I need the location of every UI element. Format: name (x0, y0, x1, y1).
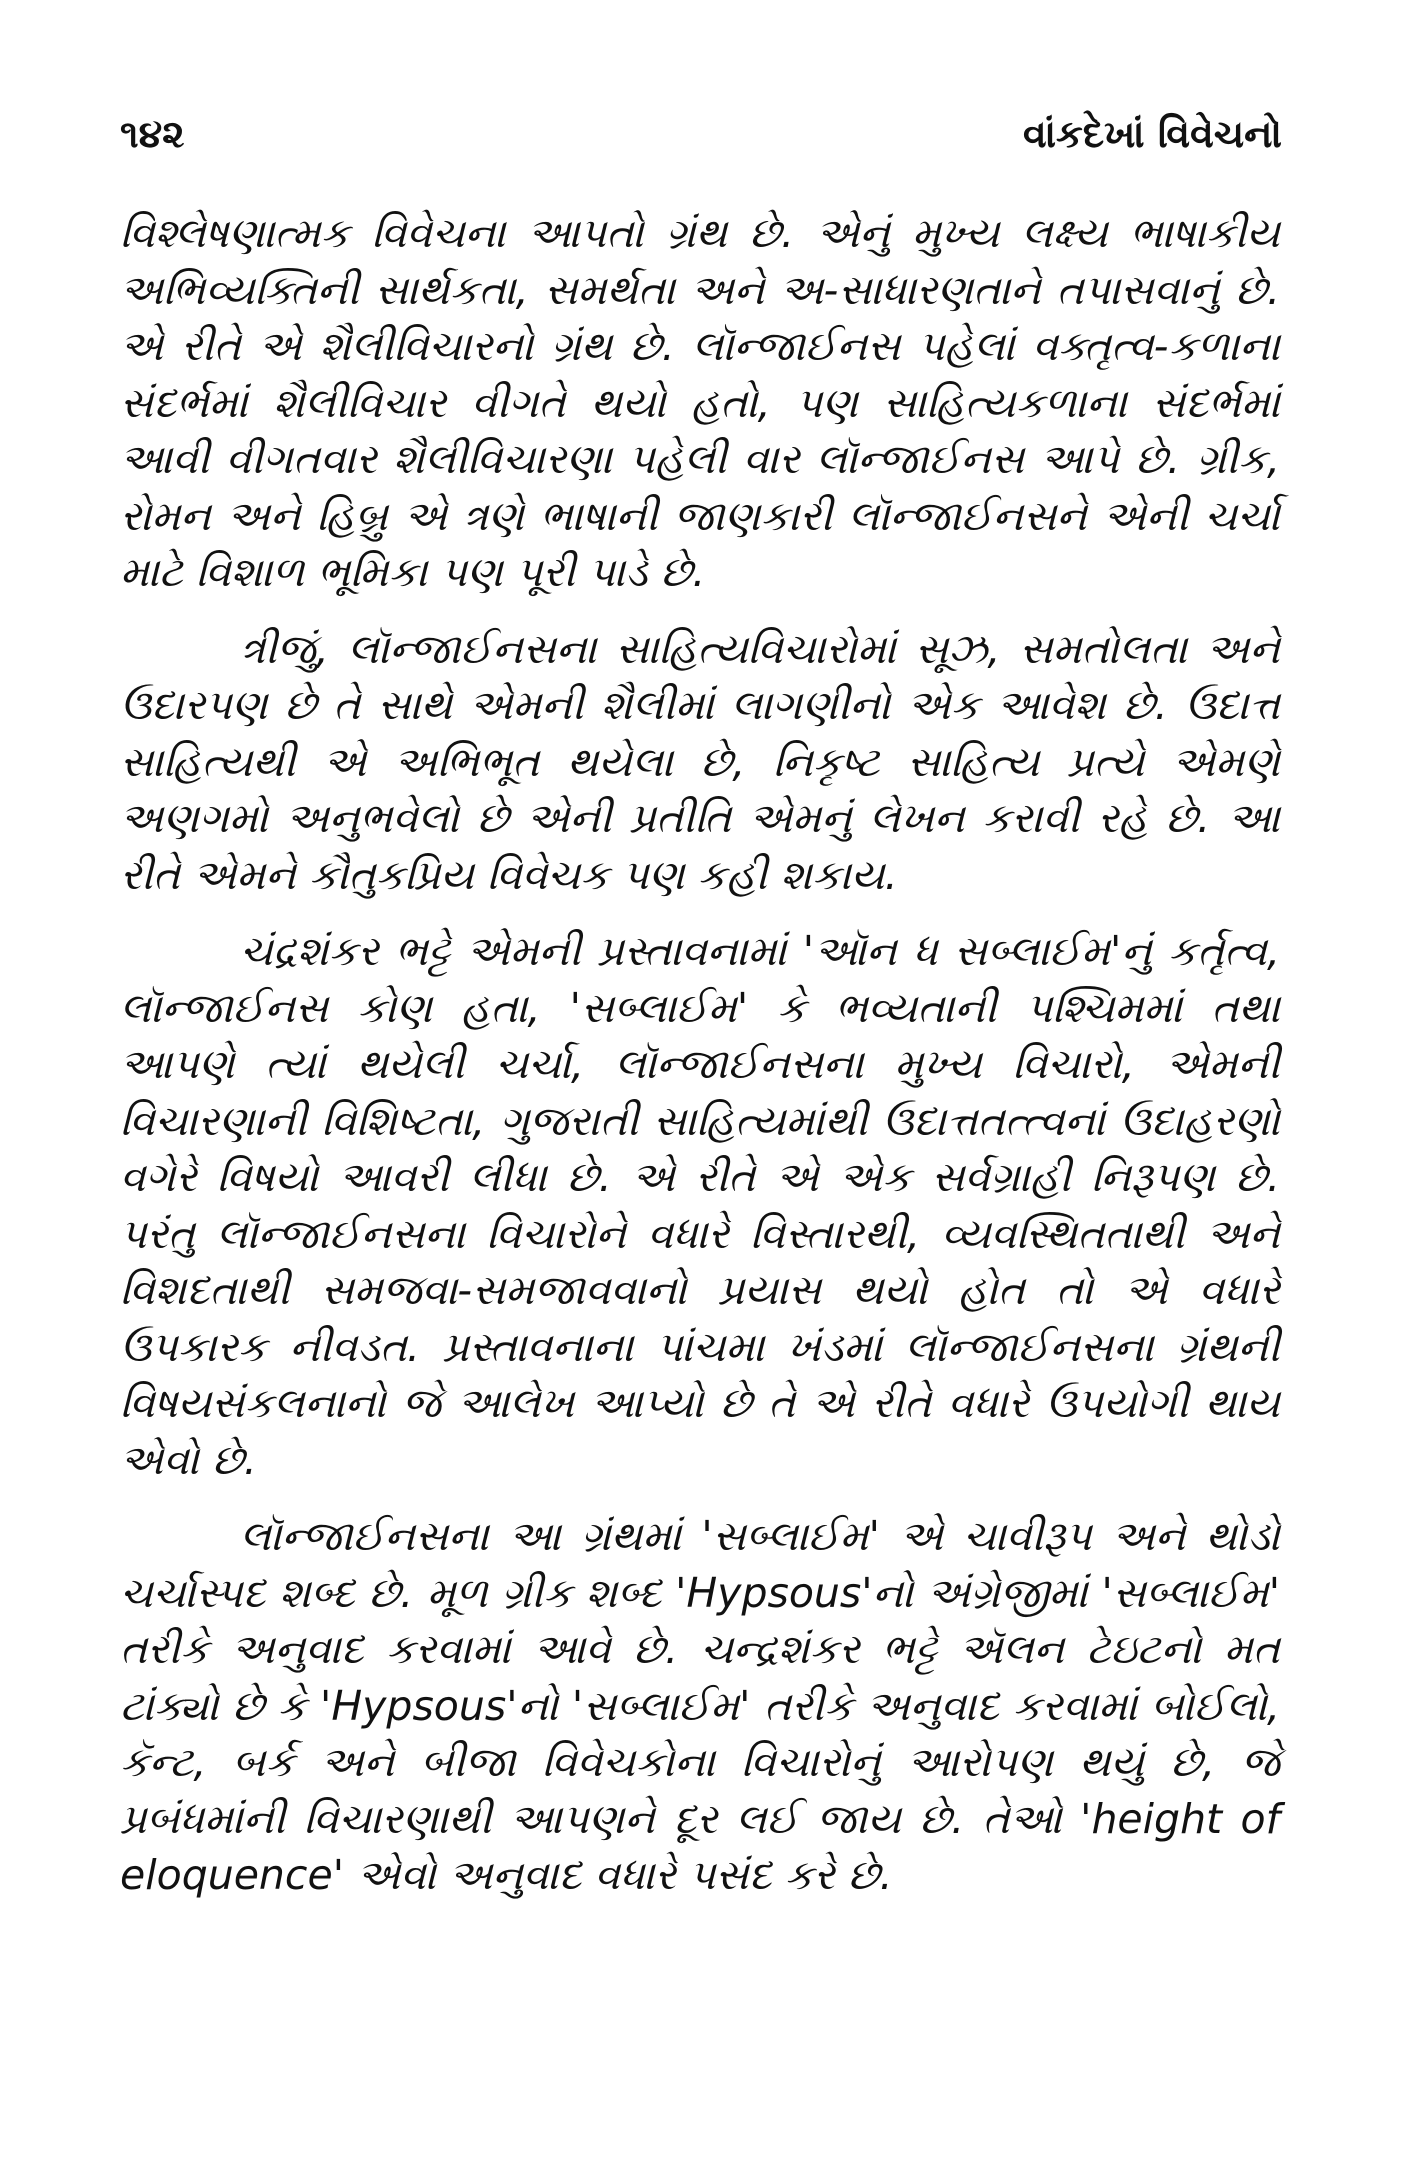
paragraph-2: ત્રીજું, લૉન્જાઈનસના સાહિત્યવિચારોમાં સૂઝ, સમતોલતા અને ઉદારપણ છે તે સાથે એમની શૈલીમાં લાગણીનો એક આવેશ છે. ઉદાત્ત સાહિત્યથી એ અભિભૂત થયેલા છે, નિકૃષ્ટ સાહિત્ય પ્રત્યે એમણે અણગમો અનુભવેલો છે એની પ્રતીતિ એમનું લેખન કરાવી રહે છે. આ રીતે એમને કૌતુકપ્રિય વિવેચક પણ કહી શકાય. (120, 624, 1280, 899)
paragraph-3: ચંદ્રશંકર ભટ્ટે એમની પ્રસ્તાવનામાં 'ઑન ધ સબ્લાઈમ'નું કર્તૃત્વ, લૉન્જાઈનસ કોણ હતા, 'સબ્લાઈમ' કે ભવ્યતાની પશ્ચિમમાં તથા આપણે ત્યાં થયેલી ચર્ચા, લૉન્જાઈનસના મુખ્ય વિચારો, એમની વિચારણાની વિશિષ્ટતા, ગુજરાતી સાહિત્યમાંથી ઉદાત્તતત્ત્વનાં ઉદાહરણો વગેરે વિષયો આવરી લીધા છે. એ રીતે એ એક સર્વગ્રાહી નિરૂપણ છે. પરંતુ લૉન્જાઈનસના વિચારોને વધારે વિસ્તારથી, વ્યવસ્થિતતાથી અને વિશદતાથી સમજવા-સમજાવવાનો પ્રયાસ થયો હોત તો એ વધારે ઉપકારક નીવડત. પ્રસ્તાવનાના પાંચમા ખંડમાં લૉન્જાઈનસના ગ્રંથની વિષયસંકલનાનો જે આલેખ આપ્યો છે તે એ રીતે વધારે ઉપયોગી થાય એવો છે. (120, 927, 1280, 1484)
running-title: વાંકદેખાં વિવેચનો (1023, 111, 1282, 156)
page-number: ૧૪૨ (120, 111, 185, 156)
paragraph-1: વિશ્લેષણાત્મક વિવેચના આપતો ગ્રંથ છે. એનું મુખ્ય લક્ષ્ય ભાષાકીય અભિવ્યક્તિની સાર્થકતા, સમર્થતા અને અ-સાધારણતાને તપાસવાનું છે. એ રીતે એ શૈલીવિચારનો ગ્રંથ છે. લૉન્જાઈનસ પહેલાં વક્તૃત્વ-કળાના સંદર્ભમાં શૈલીવિચાર વીગતે થયો હતો, પણ સાહિત્યકળાના સંદર્ભમાં આવી વીગતવાર શૈલીવિચારણા પહેલી વાર લૉન્જાઈનસ આપે છે. ગ્રીક, રોમન અને હિબ્રુ એ ત્રણે ભાષાની જાણકારી લૉન્જાઈનસને એની ચર્ચા માટે વિશાળ ભૂમિકા પણ પૂરી પાડે છે. (120, 209, 1280, 596)
page-header (120, 104, 1282, 164)
page-body (120, 205, 1280, 1904)
paragraph-4: લૉન્જાઈનસના આ ગ્રંથમાં 'સબ્લાઈમ' એ ચાવીરૂપ અને થોડો ચર્ચાસ્પદ શબ્દ છે. મૂળ ગ્રીક શબ્દ 'Hypsous'નો અંગ્રેજીમાં 'સબ્લાઈમ' તરીકે અનુવાદ કરવામાં આવે છે. ચન્દ્રશંકર ભટ્ટે ઍલન ટેઇટનો મત ટાંક્યો છે કે 'Hypsous'નો 'સબ્લાઈમ' તરીકે અનુવાદ કરવામાં બોઈલો, કૅન્ટ, બર્ક અને બીજા વિવેચકોના વિચારોનું આરોપણ થયું છે, જે પ્રબંધમાંની વિચારણાથી આપણને દૂર લઈ જાય છે. તેઓ 'height of eloquence' એવો અનુવાદ વધારે પસંદ કરે છે. (120, 1512, 1280, 1899)
